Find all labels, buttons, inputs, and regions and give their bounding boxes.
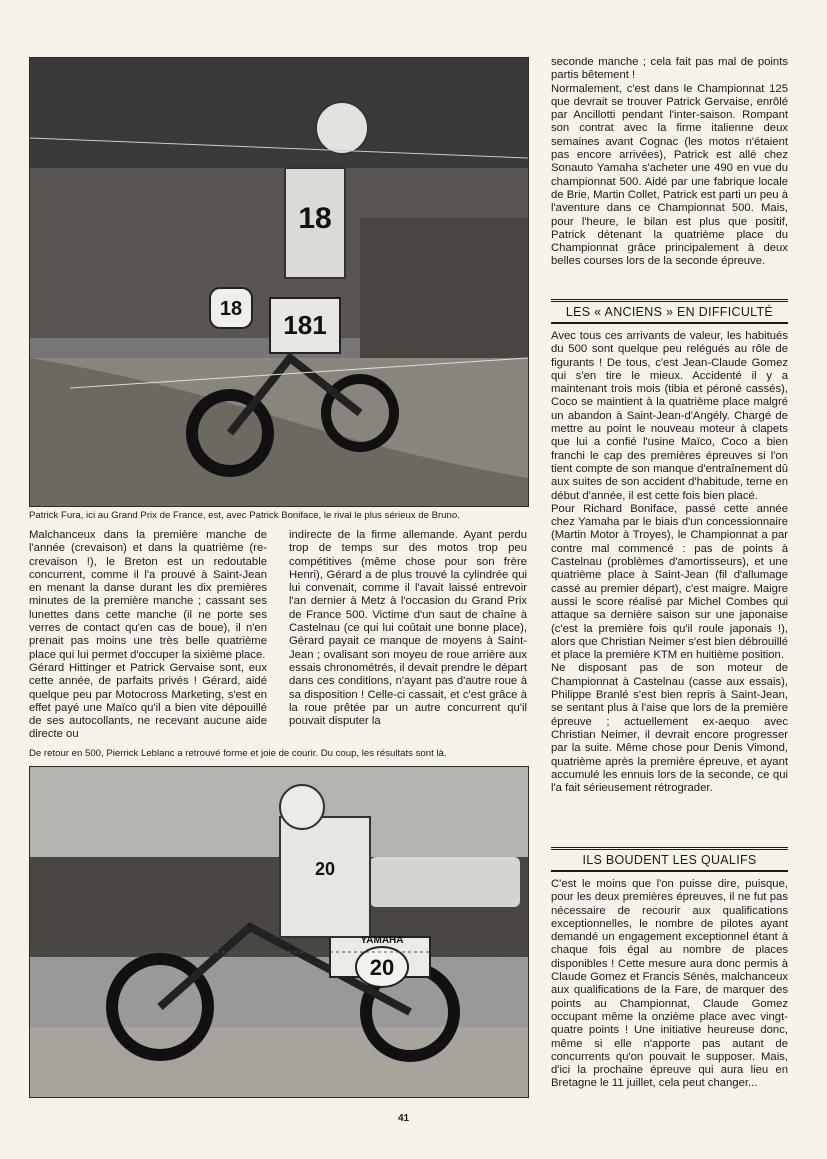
- article-text-section2: C'est le moins que l'on puisse dire, puisque, pour les deux premières épreuves, il ne fut pas nécessaire de recourir aux qualifications exceptionnelles, le nombre de pilotes ayant demandé un engagement exceptionnel étant à chaque fois égal au nombre de places disponibles ! Cette mesure aura donc permis à Claude Gomez et Francis Sénès, malchanceux aux qualifications de la Fare, de marquer des points au Championnat, Claude Gomez occupant même la onzième place avec vingt-quatre points ! Une initiative heureuse donc, même si elle n'apporte pas autant de concurrents qu'on pouvait le supposer. Mais, d'ici la prochaine épreuve qui aura lieu en Bretagne le 11 juillet, cela peut changer...: [551, 878, 788, 1090]
- photo-top-motocross: [29, 57, 529, 507]
- article-text-right-intro: seconde manche ; cela fait pas mal de points partis bêtement ! Normalement, c'est dans le Championnat 125 que devrait se trouver Patrick Gervaise, enrôlé par Ancillotti pendant l'inter-saison. Rompant son contrat avec la firme italienne deux semaines avant Cognac (les motos n'étaient pas encore arrivées), Patrick est allé chez Sonauto Yamaha s'acheter une 490 en vue du championnat 500. Aidé par une fabrique locale de Brie, Martin Collet, Patrick est parti un peu à l'aventure dans ce Championnat 500. Mais, pour l'heure, le bilan est plus que positif, Patrick détenant la quatrième place du Championnat grâce principalement à deux belles courses lors de la seconde épreuve.: [551, 56, 788, 268]
- article-column-right-section1: [551, 330, 788, 795]
- photo-top-caption: Patrick Fura, ici au Grand Prix de France, est, avec Patrick Boniface, le rival le plus sérieux de Bruno.: [29, 510, 460, 521]
- section-heading-anciens: LES « ANCIENS » EN DIFFICULTÉ: [551, 299, 788, 324]
- article-column-right-intro: [551, 56, 788, 269]
- article-text-left: Malchanceux dans la première manche de l'année (crevaison) et dans la quatrième (re-crevaison !), le Breton est un redoutable concurrent, comme il l'a prouvé à Saint-Jean en menant la danse durant les dix premières minutes de la première manche ; cassant ses lunettes dans cette manche (il ne porte ses verres de contact qu'en cas de boue), il n'en prenait pas moins une très belle quatrième place qui lui permet d'occuper la sixième place. Gérard Hittinger et Patrick Gervaise sont, eux cette année, de parfaits privés ! Gérard, aidé quelque peu par Motocross Marketing, s'est en effet payé une Maïco qu'il a bien vite dépouillé de ses autocollants, ne recevant aucune aide directe ou: [29, 529, 267, 741]
- jersey-number: 20: [314, 859, 336, 879]
- photo-bottom-illustration: [30, 767, 528, 1097]
- page-number: 41: [398, 1113, 410, 1124]
- article-column-right-section2: [551, 878, 788, 1091]
- jersey-number: 18: [298, 202, 332, 235]
- plate-number-side: 18: [219, 298, 243, 320]
- section-heading-qualifs: ILS BOUDENT LES QUALIFS: [551, 847, 788, 872]
- photo-bottom-motocross: [29, 766, 529, 1098]
- plate-number-side: 20: [369, 955, 395, 980]
- photo-top-illustration: [30, 58, 528, 506]
- article-text-section1: Avec tous ces arrivants de valeur, les habitués du 500 sont quelque peu relégués au rôle de figurants ! De tous, c'est Jean-Claude Gomez qui s'en tire le mieux. Accidenté il y a maintenant trois mois (tibia et péroné cassés), Coco se maintient à la quatrième place malgré un abandon à Saint-Jean-d'Angély. Chargé de mettre au point le nouveau moteur à clapets que lui a confié l'usine Maïco, Coco a bien franchi le cap des premières épreuves si l'on tient compte de son manque d'entraînement dû aux suites de son accident d'habitude, terne en début d'année, il est cette fois bien placé. Pour Richard Boniface, passé cette année chez Yamaha par le biais d'un concessionnaire (Martin Motor à Troyes), le Championnat a par contre mal commencé : pas de points à Castelnau (problèmes d'amortisseurs), et une quatrième place à Saint-Jean (fil d'allumage cassé au premier départ), c'est maigre. Maigre aussi le score réalisé par Michel Combes qui attaque sa dernière saison sur une japonaise (c'est la première fois qu'il roule japonais !), alors que Christian Neimer s'est bien débrouillé et place la première KTM en huitième position. Ne disposant pas de son moteur de Championnat à Castelnau (casse aux essais), Philippe Branlé s'est bien repris à Saint-Jean, se sentant plus à l'aise que lors de la première épreuve ; actuellement ex-aequo avec Christian Neimer, il devrait encore progresser par la suite. Même chose pour Denis Vimond, quatrième après la première épreuve, et ayant accumulé les ennuis lors de la seconde, ce qui l'a fait sérieusement rétrograder.: [551, 330, 788, 795]
- article-column-left: [29, 529, 267, 742]
- brand-text-yamaha: YAMAHA: [360, 935, 404, 946]
- article-column-middle: [289, 529, 527, 728]
- photo-bottom-caption: De retour en 500, Pierrick Leblanc a retrouvé forme et joie de courir. Du coup, les résultats sont là.: [29, 748, 447, 759]
- plate-number-front: 181: [283, 310, 327, 340]
- article-text-middle: indirecte de la firme allemande. Ayant perdu trop de temps sur des motos trop peu compétitives (même chose pour son frère Henri), Gérard a de plus trouvé la cylindrée qui lui convenait, comme il l'avait laissé entrevoir l'an dernier à Metz à l'occasion du Grand Prix de France 500. Victime d'un saut de chaîne à Castelnau (ce qui lui coûtait une bonne place), Gérard payait ce manque de moyens à Saint-Jean ; ovalisant son moyeu de roue arrière aux essais chronométrés, il devait prendre le départ dans ces conditions, n'ayant pas d'autre roue à sa disposition ! Celle-ci cassait, et c'est grâce à la roue prêtée par un autre concurrent qu'il pouvait disputer la: [289, 529, 527, 728]
